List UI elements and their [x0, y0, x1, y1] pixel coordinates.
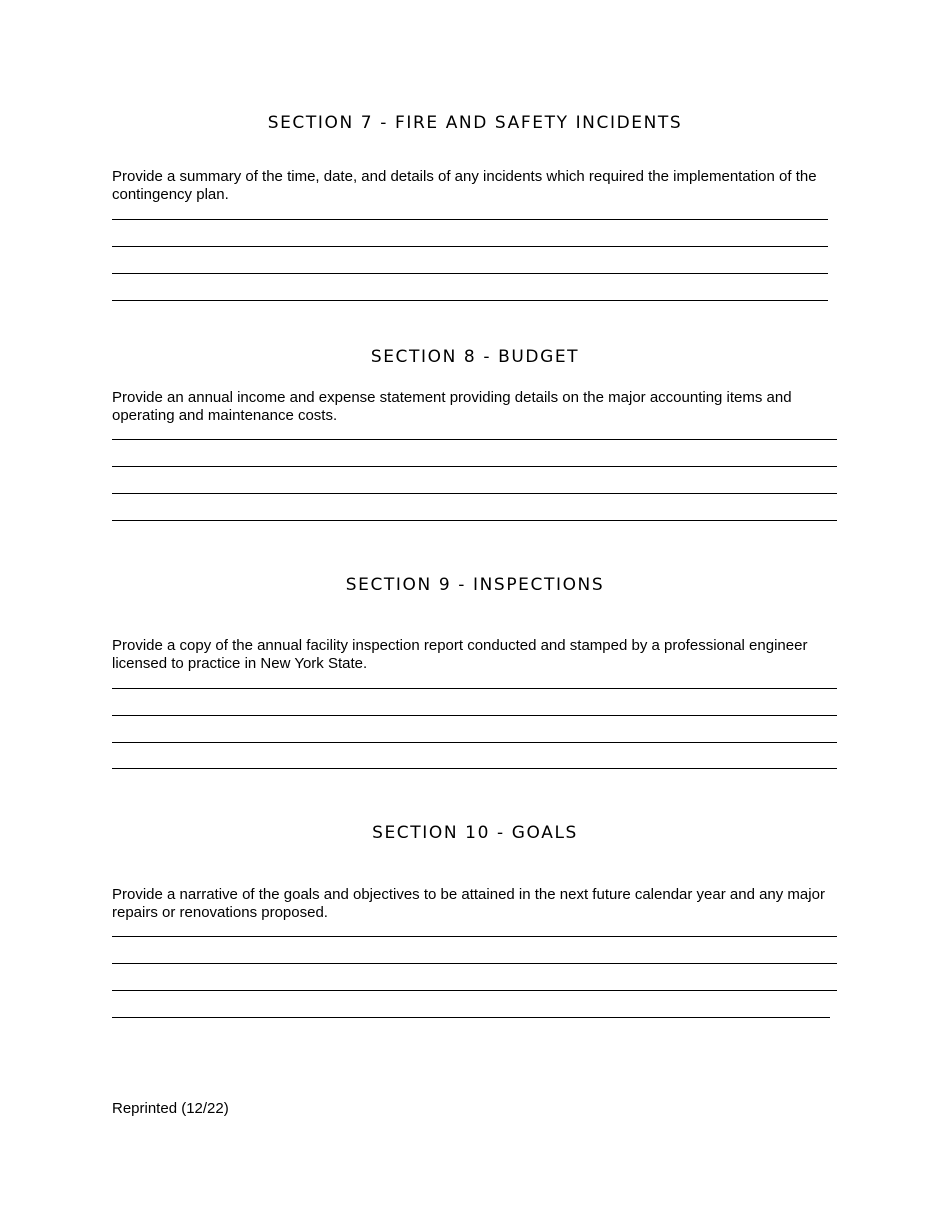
section-9-answer-line-2[interactable] — [112, 715, 837, 716]
section-10-answer-line-1[interactable] — [112, 936, 837, 937]
section-8-answer-line-1[interactable] — [112, 439, 837, 440]
section-10-answer-line-3[interactable] — [112, 990, 837, 991]
section-8-answer-line-2[interactable] — [112, 466, 837, 467]
section-8-prompt: Provide an annual income and expense statement providing details on the major accounting items and operating and maintenance costs. — [112, 389, 792, 424]
section-9-heading: SECTION 9 - INSPECTIONS — [345, 575, 605, 595]
section-9-answer-line-3[interactable] — [112, 742, 837, 743]
section-7-answer-line-1[interactable] — [112, 219, 828, 220]
section-7-answer-line-4[interactable] — [112, 300, 828, 301]
section-7-heading: SECTION 7 - FIRE AND SAFETY INCIDENTS — [267, 113, 683, 133]
section-10-heading: SECTION 10 - GOALS — [372, 823, 578, 843]
section-8-answer-line-4[interactable] — [112, 520, 837, 521]
section-8-heading: SECTION 8 - BUDGET — [370, 347, 580, 367]
section-9-answer-line-1[interactable] — [112, 688, 837, 689]
section-10-answer-line-2[interactable] — [112, 963, 837, 964]
section-7-prompt: Provide a summary of the time, date, and details of any incidents which required the implementation of the contingency plan. — [112, 168, 817, 203]
section-8-answer-line-3[interactable] — [112, 493, 837, 494]
section-9-prompt: Provide a copy of the annual facility inspection report conducted and stamped by a professional engineer licensed to practice in New York State. — [112, 637, 808, 672]
reprint-note: Reprinted (12/22) — [112, 1100, 229, 1117]
section-10-prompt: Provide a narrative of the goals and objectives to be attained in the next future calendar year and any major repairs or renovations proposed. — [112, 886, 825, 921]
section-10-answer-line-4[interactable] — [112, 1017, 830, 1018]
section-7-answer-line-3[interactable] — [112, 273, 828, 274]
section-9-answer-line-4[interactable] — [112, 768, 837, 769]
section-7-answer-line-2[interactable] — [112, 246, 828, 247]
